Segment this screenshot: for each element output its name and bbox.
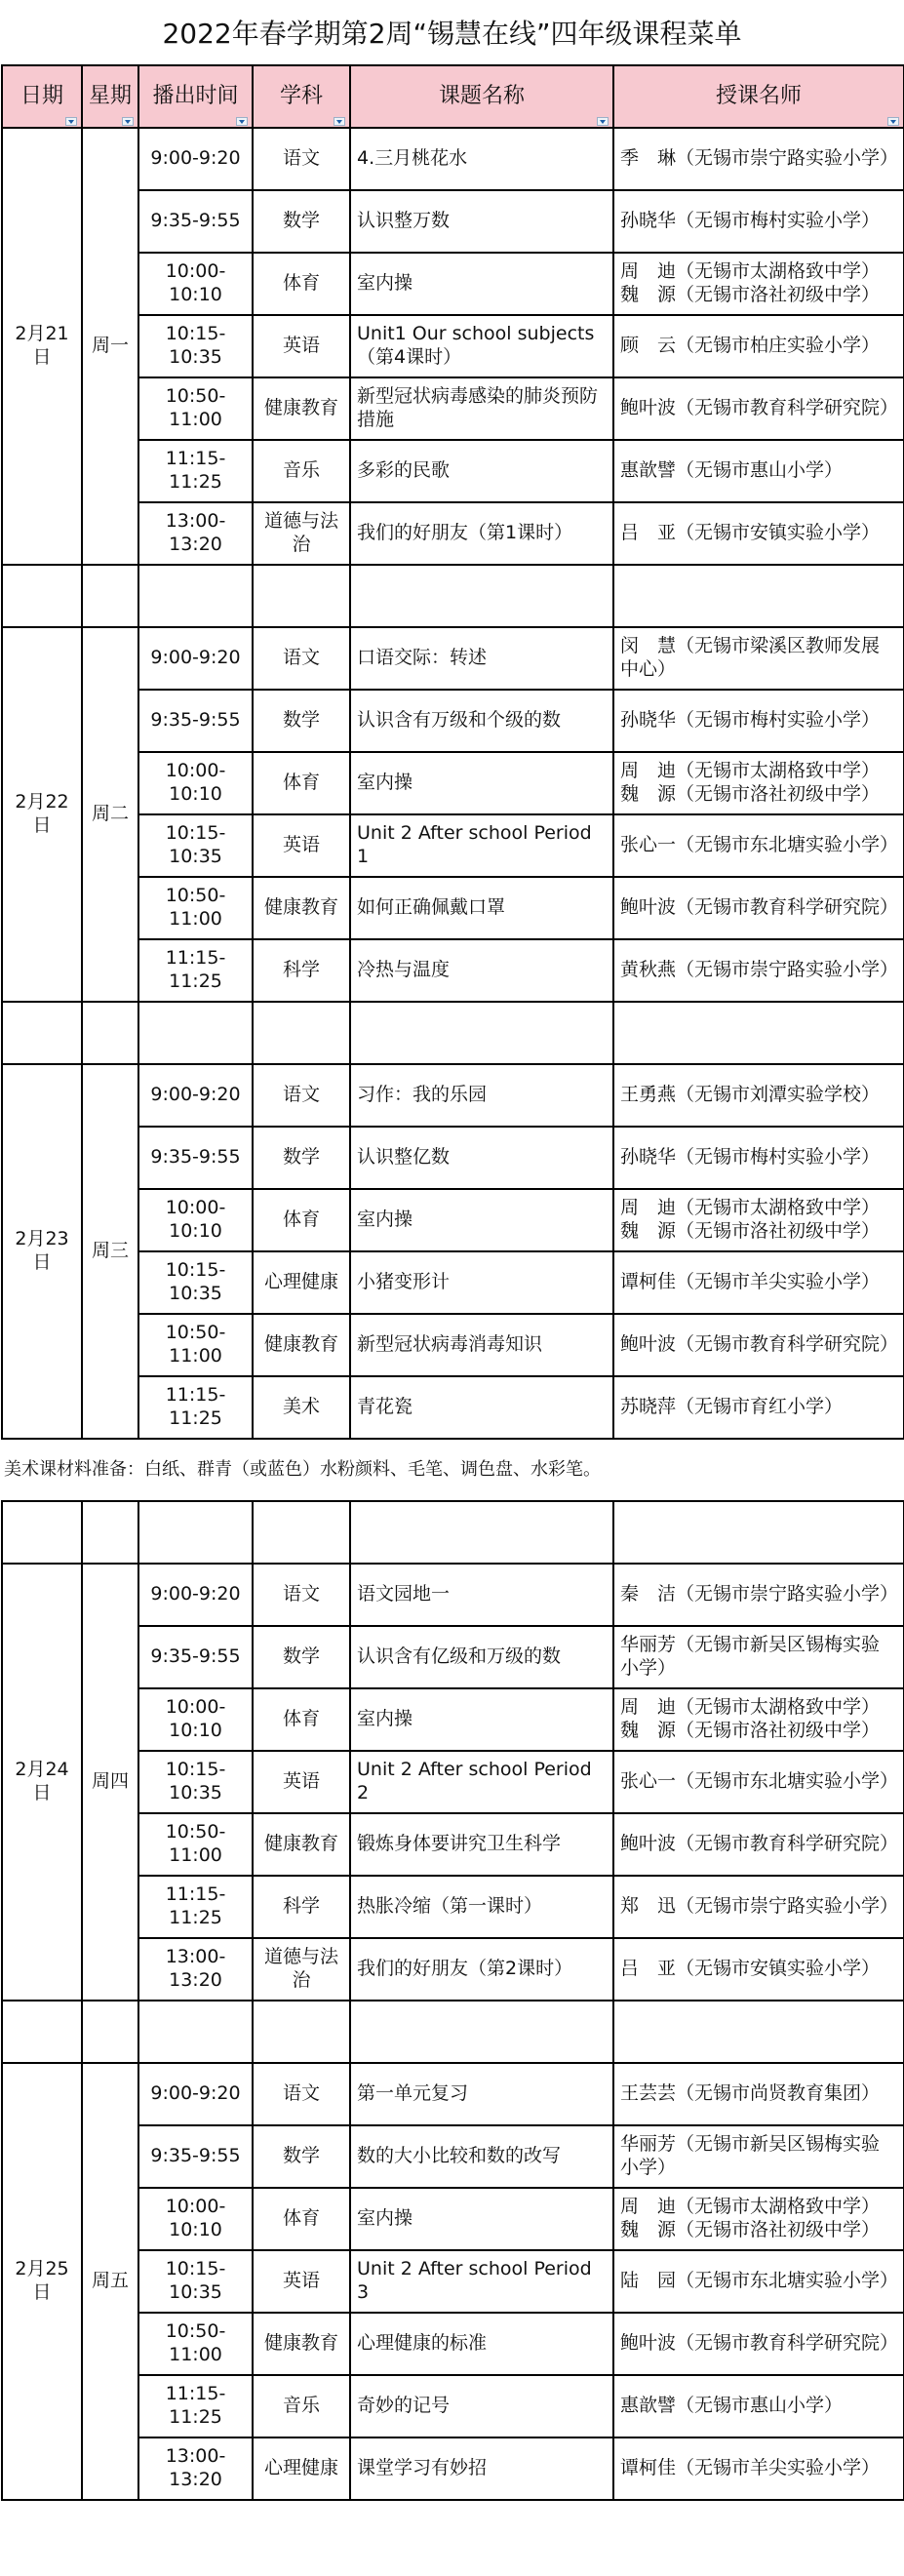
teacher-name: 谭柯佳（无锡市羊尖实验小学）: [620, 2457, 881, 2479]
time-cell: 10:15-10:35: [138, 1251, 253, 1314]
topic-cell: 习作：我的乐园: [350, 1064, 613, 1127]
teacher-name: 鲍叶波（无锡市教育科学研究院）: [620, 1333, 899, 1356]
subject-cell: 音乐: [253, 2375, 350, 2437]
teacher-cell: [613, 190, 904, 253]
empty-cell: [350, 565, 613, 627]
header-weekday: [82, 65, 138, 128]
topic-cell: Unit 2 After school Period 2: [350, 1751, 613, 1813]
topic-cell: 锻炼身体要讲究卫生科学: [350, 1813, 613, 1876]
empty-cell: [138, 1002, 253, 1064]
teacher-name: 周 迪（无锡市太湖格致中学）: [620, 760, 881, 782]
teacher-name: 吕 亚（无锡市安镇实验小学）: [620, 522, 881, 544]
blank-row: [2, 565, 904, 627]
time-cell: 9:00-9:20: [138, 2063, 253, 2125]
teacher-cell: [613, 2375, 904, 2437]
teacher-cell: [613, 1813, 904, 1876]
teacher-name: 鲍叶波（无锡市教育科学研究院）: [620, 2332, 899, 2355]
table-row: [2, 627, 904, 690]
subject-cell: 数学: [253, 2125, 350, 2188]
time-cell: 9:35-9:55: [138, 690, 253, 752]
filter-dropdown-icon[interactable]: [334, 117, 345, 126]
topic-cell: 热胀冷缩（第一课时）: [350, 1876, 613, 1938]
teacher-cell: [613, 1938, 904, 2001]
teacher-name: 魏 源（无锡市洛社初级中学）: [620, 284, 881, 305]
subject-cell: 体育: [253, 253, 350, 315]
topic-cell: 口语交际：转述: [350, 627, 613, 690]
date-cell: 2月23日: [2, 1064, 82, 1439]
table-row: [2, 1064, 904, 1127]
teacher-name: 魏 源（无锡市洛社初级中学）: [620, 783, 881, 805]
topic-cell: 室内操: [350, 2188, 613, 2250]
teacher-cell: [613, 814, 904, 877]
time-cell: 10:50-11:00: [138, 1813, 253, 1876]
teacher-name: 魏 源（无锡市洛社初级中学）: [620, 1720, 881, 1741]
teacher-name: 周 迪（无锡市太湖格致中学）: [620, 1197, 881, 1219]
subject-cell: 体育: [253, 752, 350, 814]
date-cell: 2月25日: [2, 2063, 82, 2500]
date-cell: 2月21日: [2, 128, 82, 565]
teacher-cell: [613, 377, 904, 440]
teacher-cell: [613, 2188, 904, 2250]
empty-cell: [613, 565, 904, 627]
time-cell: 9:35-9:55: [138, 1127, 253, 1189]
subject-cell: 科学: [253, 939, 350, 1002]
teacher-cell: [613, 1751, 904, 1813]
teacher-name: 鲍叶波（无锡市教育科学研究院）: [620, 1833, 899, 1855]
time-cell: 13:00-13:20: [138, 502, 253, 565]
time-cell: 10:00-10:10: [138, 2188, 253, 2250]
header-label: 课题名称: [438, 84, 525, 109]
filter-dropdown-icon[interactable]: [236, 117, 248, 126]
subject-cell: 语文: [253, 627, 350, 690]
teacher-cell: [613, 690, 904, 752]
topic-cell: 我们的好朋友（第2课时）: [350, 1938, 613, 2001]
time-cell: 11:15-11:25: [138, 440, 253, 502]
weekday-cell: 周四: [82, 1564, 138, 2001]
topic-cell: 4.三月桃花水: [350, 128, 613, 190]
teacher-cell: [613, 502, 904, 565]
teacher-name: 秦 洁（无锡市崇宁路实验小学）: [620, 1583, 899, 1605]
empty-cell: [253, 2001, 350, 2063]
topic-cell: 我们的好朋友（第1课时）: [350, 502, 613, 565]
teacher-name: 王勇燕（无锡市刘潭实验学校）: [620, 1084, 881, 1106]
subject-cell: 体育: [253, 1189, 350, 1251]
table-row: [2, 1564, 904, 1626]
topic-cell: 室内操: [350, 752, 613, 814]
time-cell: 10:00-10:10: [138, 1189, 253, 1251]
topic-cell: 奇妙的记号: [350, 2375, 613, 2437]
art-materials-note: 美术课材料准备：白纸、群青（或蓝色）水粉颜料、毛笔、调色盘、水彩笔。: [2, 1439, 904, 1501]
empty-cell: [613, 1501, 904, 1564]
header-label: 学科: [279, 84, 323, 109]
teacher-name: 顾 云（无锡市柏庄实验小学）: [620, 335, 881, 357]
empty-cell: [138, 2001, 253, 2063]
subject-cell: 健康教育: [253, 1314, 350, 1376]
empty-cell: [350, 1501, 613, 1564]
time-cell: 10:15-10:35: [138, 2250, 253, 2313]
page-title: 2022年春学期第2周“锡慧在线”四年级课程菜单: [162, 18, 742, 50]
teacher-cell: [613, 1251, 904, 1314]
time-cell: 13:00-13:20: [138, 1938, 253, 2001]
blank-row: [2, 1002, 904, 1064]
subject-cell: 体育: [253, 2188, 350, 2250]
weekday-cell: 周二: [82, 627, 138, 1002]
teacher-name: 周 迪（无锡市太湖格致中学）: [620, 2196, 881, 2218]
time-cell: 10:00-10:10: [138, 752, 253, 814]
subject-cell: 体育: [253, 1688, 350, 1751]
teacher-name: 苏晓萍（无锡市育红小学）: [620, 1396, 844, 1418]
blank-row: [2, 2001, 904, 2063]
time-cell: 9:35-9:55: [138, 190, 253, 253]
teacher-name: 张心一（无锡市东北塘实验小学）: [620, 834, 899, 856]
teacher-cell: [613, 2125, 904, 2188]
time-cell: 10:00-10:10: [138, 1688, 253, 1751]
teacher-cell: [613, 627, 904, 690]
teacher-cell: [613, 1626, 904, 1688]
teacher-name: 谭柯佳（无锡市羊尖实验小学）: [620, 1271, 881, 1293]
teacher-name: 黄秋燕（无锡市崇宁路实验小学）: [620, 959, 899, 981]
topic-cell: 冷热与温度: [350, 939, 613, 1002]
filter-dropdown-icon[interactable]: [887, 117, 899, 126]
topic-cell: 多彩的民歌: [350, 440, 613, 502]
topic-cell: Unit 2 After school Period 1: [350, 814, 613, 877]
empty-cell: [82, 2001, 138, 2063]
topic-cell: 第一单元复习: [350, 2063, 613, 2125]
empty-cell: [138, 565, 253, 627]
teacher-name: 惠歆譬（无锡市惠山小学）: [620, 2395, 844, 2417]
topic-cell: 心理健康的标准: [350, 2313, 613, 2375]
filter-dropdown-icon[interactable]: [122, 117, 134, 126]
teacher-name: 鲍叶波（无锡市教育科学研究院）: [620, 896, 899, 919]
header-subject: [253, 65, 350, 128]
teacher-name: 吕 亚（无锡市安镇实验小学）: [620, 1958, 881, 1980]
header-time: [138, 65, 253, 128]
time-cell: 10:50-11:00: [138, 877, 253, 939]
time-cell: 11:15-11:25: [138, 2375, 253, 2437]
header-label: 播出时间: [152, 84, 239, 109]
topic-cell: 认识含有万级和个级的数: [350, 690, 613, 752]
empty-cell: [350, 1002, 613, 1064]
teacher-cell: [613, 1189, 904, 1251]
subject-cell: 道德与法治: [253, 1938, 350, 2001]
teacher-cell: [613, 2313, 904, 2375]
time-cell: 9:35-9:55: [138, 1626, 253, 1688]
teacher-cell: [613, 2250, 904, 2313]
subject-cell: 语文: [253, 1064, 350, 1127]
subject-cell: 科学: [253, 1876, 350, 1938]
time-cell: 11:15-11:25: [138, 1876, 253, 1938]
topic-cell: 新型冠状病毒消毒知识: [350, 1314, 613, 1376]
date-cell: 2月24日: [2, 1564, 82, 2001]
time-cell: 9:00-9:20: [138, 1564, 253, 1626]
header-label: 授课名师: [715, 84, 802, 109]
time-cell: 9:00-9:20: [138, 627, 253, 690]
subject-cell: 语文: [253, 128, 350, 190]
topic-cell: 室内操: [350, 253, 613, 315]
teacher-cell: [613, 128, 904, 190]
teacher-cell: [613, 253, 904, 315]
topic-cell: 认识整万数: [350, 190, 613, 253]
topic-cell: Unit 2 After school Period 3: [350, 2250, 613, 2313]
table-row: [2, 2063, 904, 2125]
header-row: [2, 65, 904, 128]
header-topic: [350, 65, 613, 128]
topic-cell: 青花瓷: [350, 1376, 613, 1439]
teacher-cell: [613, 877, 904, 939]
time-cell: 10:15-10:35: [138, 1751, 253, 1813]
subject-cell: 数学: [253, 190, 350, 253]
time-cell: 13:00-13:20: [138, 2437, 253, 2500]
topic-cell: 新型冠状病毒感染的肺炎预防措施: [350, 377, 613, 440]
subject-cell: 英语: [253, 315, 350, 377]
subject-cell: 数学: [253, 690, 350, 752]
teacher-cell: [613, 1314, 904, 1376]
topic-cell: Unit1 Our school subjects（第4课时）: [350, 315, 613, 377]
subject-cell: 心理健康: [253, 2437, 350, 2500]
header-date: [2, 65, 82, 128]
topic-cell: 室内操: [350, 1688, 613, 1751]
topic-cell: 室内操: [350, 1189, 613, 1251]
empty-cell: [253, 565, 350, 627]
time-cell: 11:15-11:25: [138, 939, 253, 1002]
teacher-name: 张心一（无锡市东北塘实验小学）: [620, 1770, 899, 1793]
teacher-name: 惠歆譬（无锡市惠山小学）: [620, 459, 844, 482]
subject-cell: 健康教育: [253, 2313, 350, 2375]
subject-cell: 心理健康: [253, 1251, 350, 1314]
subject-cell: 英语: [253, 814, 350, 877]
time-cell: 11:15-11:25: [138, 1376, 253, 1439]
empty-cell: [82, 1002, 138, 1064]
teacher-name: 郑 迅（无锡市崇宁路实验小学）: [620, 1895, 899, 1918]
subject-cell: 英语: [253, 2250, 350, 2313]
subject-cell: 语文: [253, 1564, 350, 1626]
filter-dropdown-icon[interactable]: [65, 117, 77, 126]
topic-cell: 课堂学习有妙招: [350, 2437, 613, 2500]
teacher-name: 季 琳（无锡市崇宁路实验小学）: [620, 147, 899, 170]
teacher-cell: [613, 2437, 904, 2500]
subject-cell: 健康教育: [253, 1813, 350, 1876]
teacher-name: 王芸芸（无锡市尚贤教育集团）: [620, 2082, 881, 2105]
empty-cell: [82, 1501, 138, 1564]
weekday-cell: 周五: [82, 2063, 138, 2500]
note-row: [2, 1439, 904, 1501]
empty-cell: [138, 1501, 253, 1564]
topic-cell: 如何正确佩戴口罩: [350, 877, 613, 939]
subject-cell: 美术: [253, 1376, 350, 1439]
empty-cell: [613, 1002, 904, 1064]
table-row: [2, 128, 904, 190]
time-cell: 10:50-11:00: [138, 1314, 253, 1376]
teacher-name: 魏 源（无锡市洛社初级中学）: [620, 1220, 881, 1242]
header-label: 日期: [20, 84, 63, 109]
teacher-name: 鲍叶波（无锡市教育科学研究院）: [620, 397, 899, 419]
teacher-cell: [613, 939, 904, 1002]
empty-cell: [2, 1501, 82, 1564]
time-cell: 9:35-9:55: [138, 2125, 253, 2188]
time-cell: 9:00-9:20: [138, 128, 253, 190]
teacher-name: 孙晓华（无锡市梅村实验小学）: [620, 709, 881, 732]
teacher-cell: [613, 315, 904, 377]
empty-cell: [2, 565, 82, 627]
weekday-cell: 周一: [82, 128, 138, 565]
teacher-cell: [613, 1064, 904, 1127]
header-label: 星期: [89, 84, 133, 109]
topic-cell: 数的大小比较和数的改写: [350, 2125, 613, 2188]
time-cell: 10:00-10:10: [138, 253, 253, 315]
time-cell: 10:50-11:00: [138, 377, 253, 440]
topic-cell: 语文园地一: [350, 1564, 613, 1626]
teacher-cell: [613, 2063, 904, 2125]
topic-cell: 小猪变形计: [350, 1251, 613, 1314]
time-cell: 10:15-10:35: [138, 315, 253, 377]
time-cell: 10:50-11:00: [138, 2313, 253, 2375]
teacher-cell: [613, 1564, 904, 1626]
empty-cell: [613, 2001, 904, 2063]
teacher-name: 周 迪（无锡市太湖格致中学）: [620, 260, 881, 283]
schedule-table: [1, 64, 904, 2501]
empty-cell: [2, 2001, 82, 2063]
teacher-name: 华丽芳（无锡市新吴区锡梅实验小学）: [620, 2133, 881, 2178]
blank-row: [2, 1501, 904, 1564]
teacher-cell: [613, 1127, 904, 1189]
teacher-name: 周 迪（无锡市太湖格致中学）: [620, 1696, 881, 1719]
subject-cell: 健康教育: [253, 877, 350, 939]
teacher-name: 孙晓华（无锡市梅村实验小学）: [620, 210, 881, 232]
teacher-name: 孙晓华（无锡市梅村实验小学）: [620, 1146, 881, 1169]
subject-cell: 音乐: [253, 440, 350, 502]
subject-cell: 健康教育: [253, 377, 350, 440]
teacher-name: 闵 慧（无锡市梁溪区教师发展中心）: [620, 635, 881, 680]
filter-dropdown-icon[interactable]: [597, 117, 609, 126]
time-cell: 10:15-10:35: [138, 814, 253, 877]
subject-cell: 数学: [253, 1626, 350, 1688]
time-cell: 9:00-9:20: [138, 1064, 253, 1127]
date-cell: 2月22日: [2, 627, 82, 1002]
subject-cell: 英语: [253, 1751, 350, 1813]
teacher-name: 魏 源（无锡市洛社初级中学）: [620, 2219, 881, 2240]
teacher-cell: [613, 752, 904, 814]
teacher-cell: [613, 440, 904, 502]
teacher-cell: [613, 1876, 904, 1938]
weekday-cell: 周三: [82, 1064, 138, 1439]
subject-cell: 语文: [253, 2063, 350, 2125]
teacher-cell: [613, 1688, 904, 1751]
teacher-name: 华丽芳（无锡市新吴区锡梅实验小学）: [620, 1634, 881, 1679]
subject-cell: 道德与法治: [253, 502, 350, 565]
subject-cell: 数学: [253, 1127, 350, 1189]
teacher-cell: [613, 1376, 904, 1439]
header-teacher: [613, 65, 904, 128]
topic-cell: 认识整亿数: [350, 1127, 613, 1189]
topic-cell: 认识含有亿级和万级的数: [350, 1626, 613, 1688]
empty-cell: [253, 1501, 350, 1564]
teacher-name: 陆 园（无锡市东北塘实验小学）: [620, 2270, 899, 2292]
empty-cell: [350, 2001, 613, 2063]
empty-cell: [253, 1002, 350, 1064]
empty-cell: [2, 1002, 82, 1064]
empty-cell: [82, 565, 138, 627]
